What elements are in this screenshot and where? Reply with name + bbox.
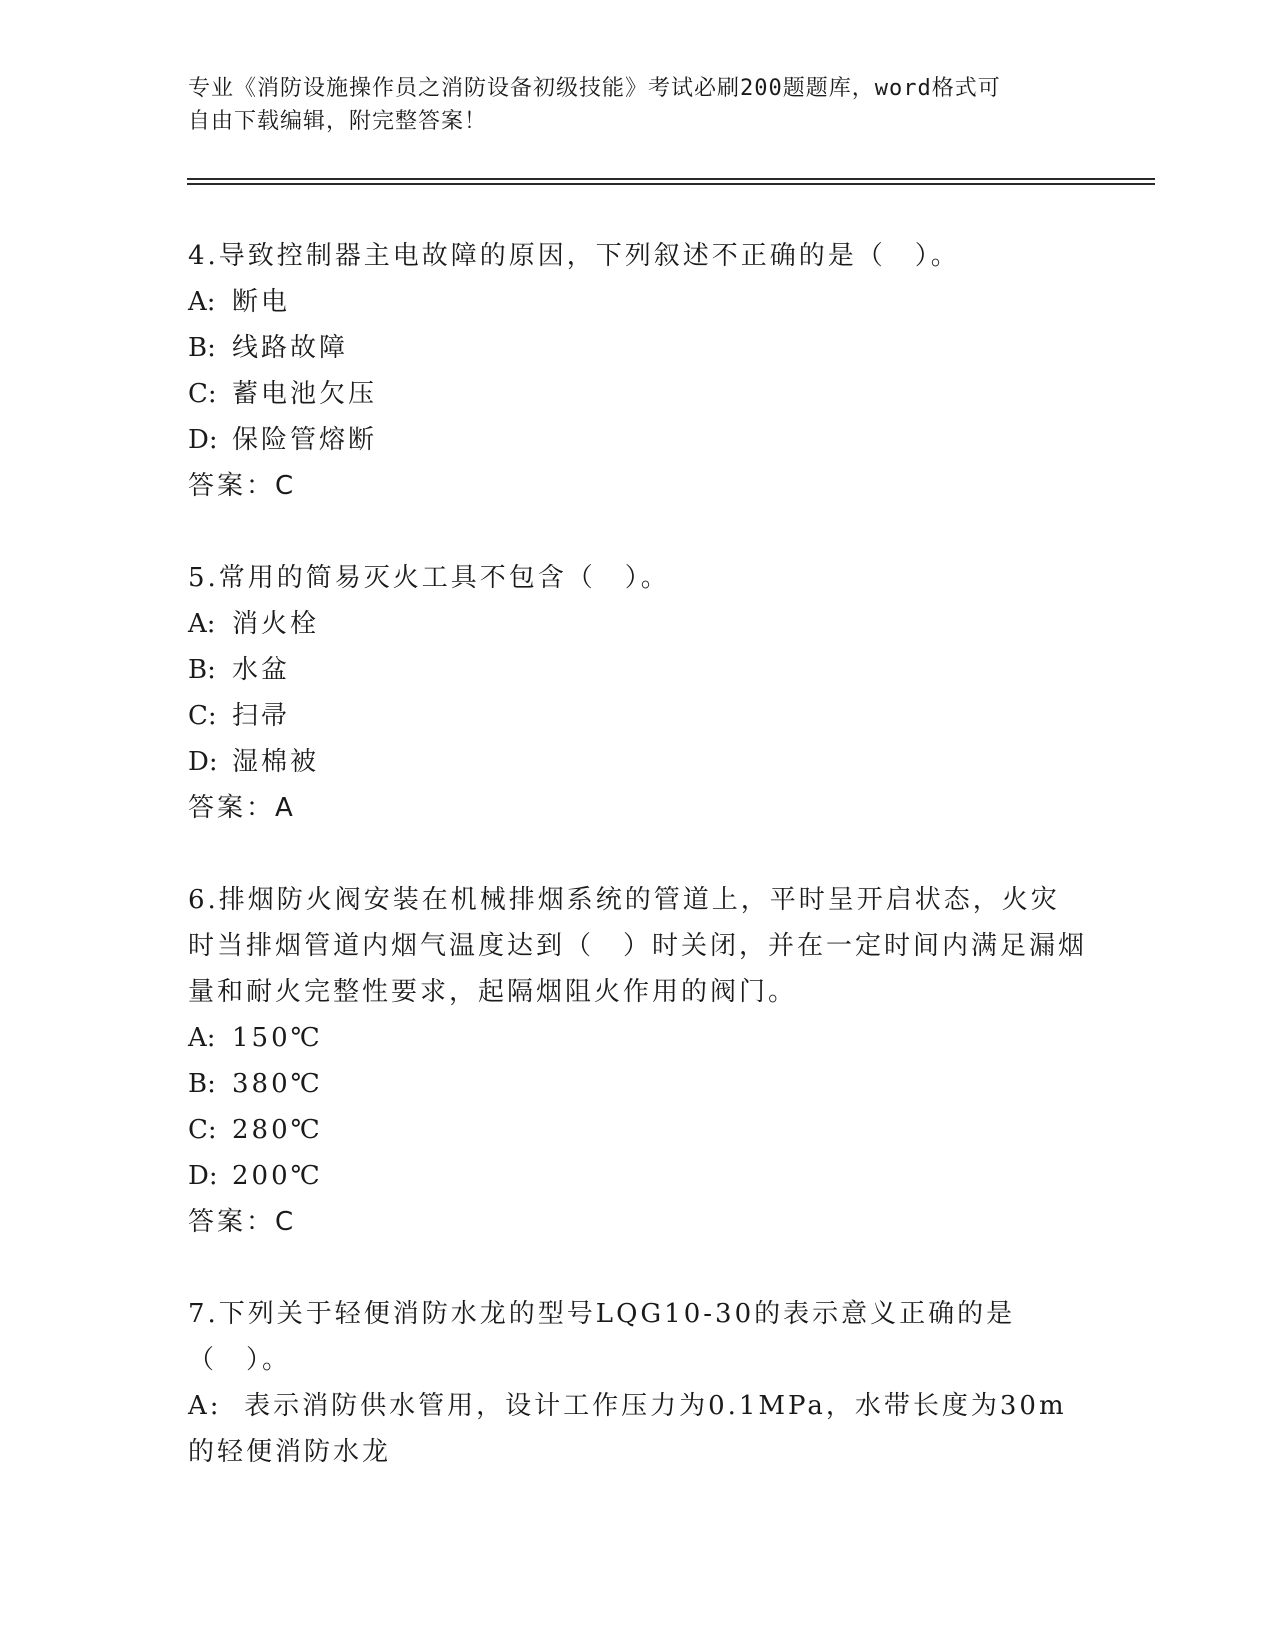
option-key: C: (188, 379, 217, 409)
option-d (188, 1153, 1088, 1199)
option-text: 蓄电池欠压 (232, 379, 378, 409)
option-text: 280℃ (232, 1115, 323, 1145)
option-text: 线路故障 (232, 333, 349, 363)
question-4 (188, 233, 1088, 509)
question-7 (188, 1291, 1088, 1475)
question-5 (188, 555, 1088, 831)
option-text: 保险管熔断 (232, 425, 378, 455)
header-divider-bottom (187, 183, 1155, 185)
answer-value: A (275, 793, 295, 823)
option-text: 150℃ (232, 1023, 323, 1053)
answer-label: 答案： (188, 1207, 276, 1237)
option-text: 湿棉被 (232, 747, 320, 777)
option-text: 水盆 (232, 655, 291, 685)
option-key: D: (188, 747, 218, 777)
option-key: B: (188, 1069, 216, 1099)
header-divider-top (187, 178, 1155, 180)
option-text: 消火栓 (232, 609, 320, 639)
option-key: A: (188, 609, 216, 639)
option-a (188, 1015, 1088, 1061)
document-header (188, 72, 1088, 138)
answer-label: 答案： (188, 471, 276, 501)
header-line-1: 专业《消防设施操作员之消防设备初级技能》考试必刷200题题库，word格式可 (188, 76, 1001, 101)
option-d (188, 739, 1088, 785)
option-d (188, 417, 1088, 463)
answer-line (188, 785, 1088, 831)
answer-value: C (275, 471, 296, 501)
option-key: D: (188, 1161, 218, 1191)
option-text: 200℃ (232, 1161, 323, 1191)
option-key: A: (188, 287, 216, 317)
option-a (188, 601, 1088, 647)
answer-value: C (275, 1207, 296, 1237)
question-6 (188, 877, 1088, 1245)
question-stem: 6.排烟防火阀安装在机械排烟系统的管道上，平时呈开启状态，火灾时当排烟管道内烟气温度达到（ ）时关闭，并在一定时间内满足漏烟量和耐火完整性要求，起隔烟阻火作用的阀门。 (188, 885, 1088, 1007)
question-stem: 4.导致控制器主电故障的原因，下列叙述不正确的是（ ）。 (188, 241, 960, 271)
option-c (188, 371, 1088, 417)
question-stem: 5.常用的简易灭火工具不包含（ ）。 (188, 563, 670, 593)
option-b (188, 647, 1088, 693)
answer-line (188, 1199, 1088, 1245)
option-text: 380℃ (232, 1069, 323, 1099)
header-line-2: 自由下载编辑，附完整答案！ (188, 109, 488, 134)
option-text: 断电 (232, 287, 291, 317)
option-text: 扫帚 (232, 701, 291, 731)
option-c (188, 693, 1088, 739)
option-a (188, 279, 1088, 325)
option-b (188, 325, 1088, 371)
answer-label: 答案： (188, 793, 276, 823)
option-key: B: (188, 333, 216, 363)
option-text: 表示消防供水管用，设计工作压力为0.1MPa，水带长度为30m的轻便消防水龙 (188, 1391, 1067, 1467)
answer-line (188, 463, 1088, 509)
option-key: C: (188, 1115, 217, 1145)
option-key: A: (188, 1023, 216, 1053)
option-b (188, 1061, 1088, 1107)
option-key: C: (188, 701, 217, 731)
option-c (188, 1107, 1088, 1153)
option-a (188, 1383, 1088, 1475)
option-key: B: (188, 655, 216, 685)
option-key: D: (188, 425, 218, 455)
question-stem: 7.下列关于轻便消防水龙的型号LQG10-30的表示意义正确的是（ ）。 (188, 1299, 1016, 1375)
option-key: A: (188, 1391, 222, 1421)
